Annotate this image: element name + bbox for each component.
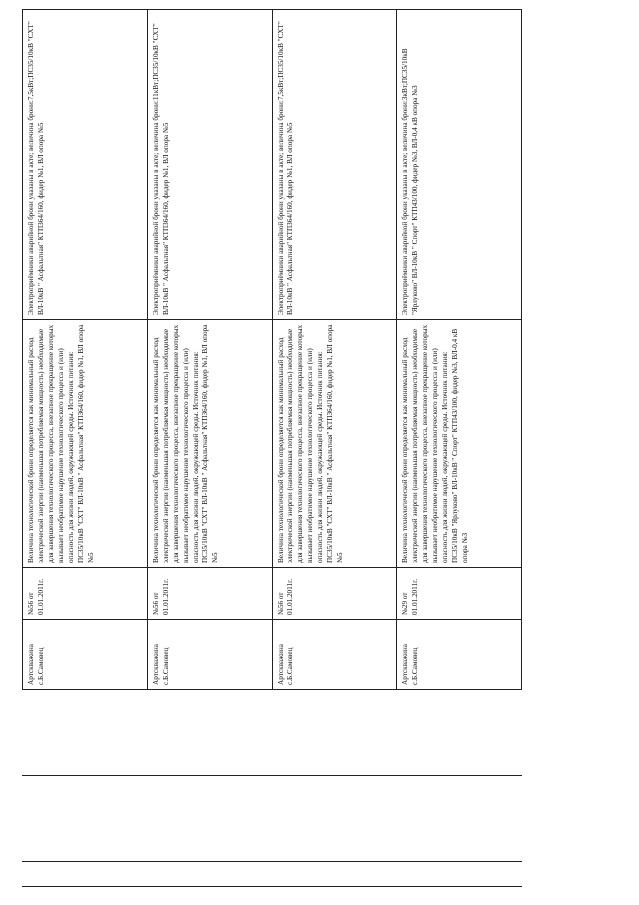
object-cell	[272, 620, 397, 690]
tech-reserve-text: Величина технологической брони определяется как минимальный расход электрической энергии (наименьшая потребляемая мощность) необходимые для завершения технологического процесса, внезапное прекращение которых вызывает необратимое нарушение технологического процесса и (или) опасность для жизни людей, окружающей среды. Источник питания: ПС35/10кВ "СХТ" ВЛ-10кВ " Асфальтная" КТП364/160, фидер №1, ВЛ опора №5	[151, 324, 220, 563]
document-ref: №56 от 01.01.2011г.	[151, 578, 170, 615]
object-cell	[397, 620, 522, 690]
document-cell	[147, 568, 272, 620]
tech-reserve-cell	[147, 320, 272, 568]
emergency-reserve-text: Электроприёмники аварийной брони указаны в акте; величина брони:3кВт;ПС35/10кВ "Ярлуково" ВЛ-10кВ " Спорт" КТП43/100, фидер №3, ВЛ-0,4 кВ опора №3	[401, 48, 420, 315]
tech-reserve-text: Величина технологической брони определяется как минимальный расход электрической энергии (наименьшая потребляемая мощность) необходимые для завершения технологического процесса, внезапное прекращение которых вызывает необратимое нарушение технологического процесса и (или) опасность для жизни людей, окружающей среды. Источник питания: ПС35/10кВ "СХТ" ВЛ-10кВ " Асфальтная" КТП364/160, фидер №1, ВЛ опора №5	[276, 324, 345, 563]
table-row	[397, 10, 522, 690]
emergency-reserve-cell	[397, 10, 522, 320]
tech-reserve-cell	[397, 320, 522, 568]
emergency-reserve-text: Электроприёмники аварийной брони указаны в акте; величина брони:7,5кВт;ПС35/10кВ "СХТ" ВЛ-10кВ " Асфальтная" КТП364/160, фидер №1, ВЛ опора №5	[276, 21, 295, 315]
tech-reserve-text: Величина технологической брони определяется как минимальный расход электрической энергии (наименьшая потребляемая мощность) необходимые для завершения технологического процесса, внезапное прекращение которых вызывает необратимое нарушение технологического процесса и (или) опасность для жизни людей, окружающей среды. Источник питания: ПС35/10кВ "СХТ" ВЛ-10кВ " Асфальтная" КТП364/160, фидер №1, ВЛ опора №5	[27, 324, 95, 563]
tech-reserve-cell	[23, 320, 148, 568]
table-rule-line	[22, 861, 522, 862]
rotated-page	[22, 10, 522, 890]
tech-reserve-text: Величина технологической брони определяется как минимальный расход электрической энергии (наименьшая потребляемая мощность) необходимые для завершения технологического процесса, внезапное прекращение которых вызывает необратимое нарушение технологического процесса и (или) опасность для жизни людей, окружающей среды. Источник питания: ПС35/10кВ "Ярлуково" ВЛ-10кВ " Спорт" КТП43/100, фидер №3, ВЛ-0,4 кВ опора №3	[401, 324, 469, 563]
table-rule-line	[22, 775, 522, 776]
object-cell	[147, 620, 272, 690]
object-name: Артскважина с.Б.Самовец	[27, 644, 45, 685]
emergency-reserve-cell	[272, 10, 397, 320]
object-name: Артскважина с.Б.Самовец	[276, 644, 295, 685]
emergency-reserve-cell	[147, 10, 272, 320]
document-ref: №29 от 01.01.2011г.	[401, 578, 420, 615]
document-cell	[397, 568, 522, 620]
emergency-reserve-text: Электроприёмники аварийной брони указаны в акте; величина брони:11кВт;ПС35/10кВ "СХТ" ВЛ-10кВ " Асфальтная" КТП364/160, фидер №1, ВЛ опора №5	[151, 23, 170, 315]
object-name: Артскважина с.Б.Самовец	[401, 644, 420, 685]
tech-reserve-cell	[272, 320, 397, 568]
table-row	[272, 10, 397, 690]
table-rule-line	[22, 886, 522, 887]
table-row	[23, 10, 148, 690]
power-reserve-table	[22, 9, 522, 690]
object-name: Артскважина с.Б.Самовец	[151, 644, 170, 685]
emergency-reserve-cell	[23, 10, 148, 320]
table-row	[147, 10, 272, 690]
document-cell	[23, 568, 148, 620]
document-ref: №56 от 01.01.2011г.	[27, 578, 45, 615]
document-ref: №56 от 01.01.2011г.	[276, 578, 295, 615]
document-cell	[272, 568, 397, 620]
emergency-reserve-text: Электроприёмники аварийной брони указаны в акте; величина брони:7,5кВт;ПС35/10кВ "СХТ" ВЛ-10кВ " Асфальтная" КТП364/160, фидер №1, ВЛ опора №5	[27, 21, 45, 315]
object-cell	[23, 620, 148, 690]
